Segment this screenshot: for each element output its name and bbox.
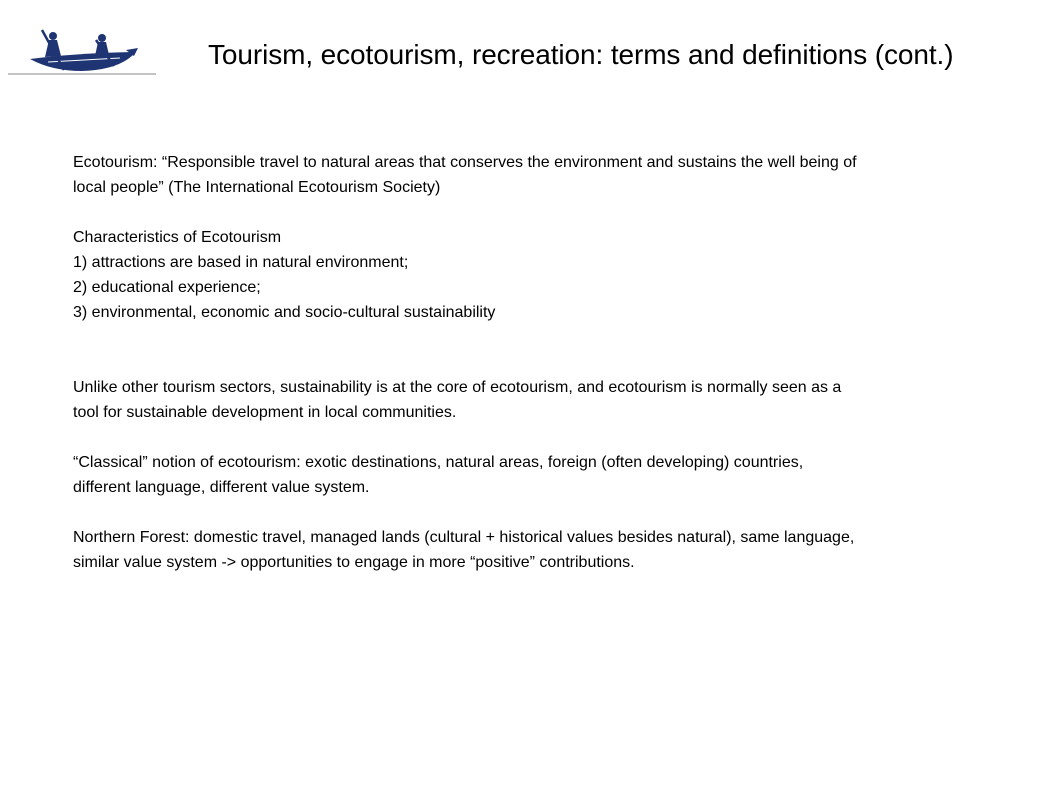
sustainability-paragraph	[73, 375, 1058, 425]
definition-line: local people” (The International Ecotourism Society)	[73, 179, 441, 196]
characteristic-item: 2) educational experience;	[73, 279, 261, 296]
characteristics-block	[73, 225, 1058, 325]
characteristic-item: 1) attractions are based in natural environment;	[73, 254, 409, 271]
classical-notion-paragraph	[73, 450, 1058, 500]
ecotourism-definition	[73, 150, 1058, 200]
canoe-icon	[8, 26, 156, 78]
characteristics-heading: Characteristics of Ecotourism	[73, 229, 282, 246]
spacer	[73, 425, 1058, 450]
canoe-paddlers-logo	[8, 26, 156, 78]
northern-forest-paragraph	[73, 525, 1058, 575]
sustainability-line: Unlike other tourism sectors, sustainability is at the core of ecotourism, and ecotourism is normally seen as a	[73, 379, 842, 396]
northern-forest-line: Northern Forest: domestic travel, managed lands (cultural + historical values besides natural), same language,	[73, 529, 855, 546]
classical-line: different language, different value system.	[73, 479, 370, 496]
definition-line: Ecotourism: “Responsible travel to natural areas that conserves the environment and sustains the well being of	[73, 154, 857, 171]
slide-title: Tourism, ecotourism, recreation: terms and definitions (cont.)	[208, 39, 954, 70]
slide-body	[73, 150, 1058, 575]
characteristic-item: 3) environmental, economic and socio-cultural sustainability	[73, 304, 496, 321]
northern-forest-line: similar value system -> opportunities to engage in more “positive” contributions.	[73, 554, 635, 571]
sustainability-line: tool for sustainable development in local communities.	[73, 404, 457, 421]
spacer	[73, 200, 1058, 225]
spacer	[73, 325, 1058, 375]
spacer	[73, 500, 1058, 525]
classical-line: “Classical” notion of ecotourism: exotic destinations, natural areas, foreign (often developing) countries,	[73, 454, 804, 471]
